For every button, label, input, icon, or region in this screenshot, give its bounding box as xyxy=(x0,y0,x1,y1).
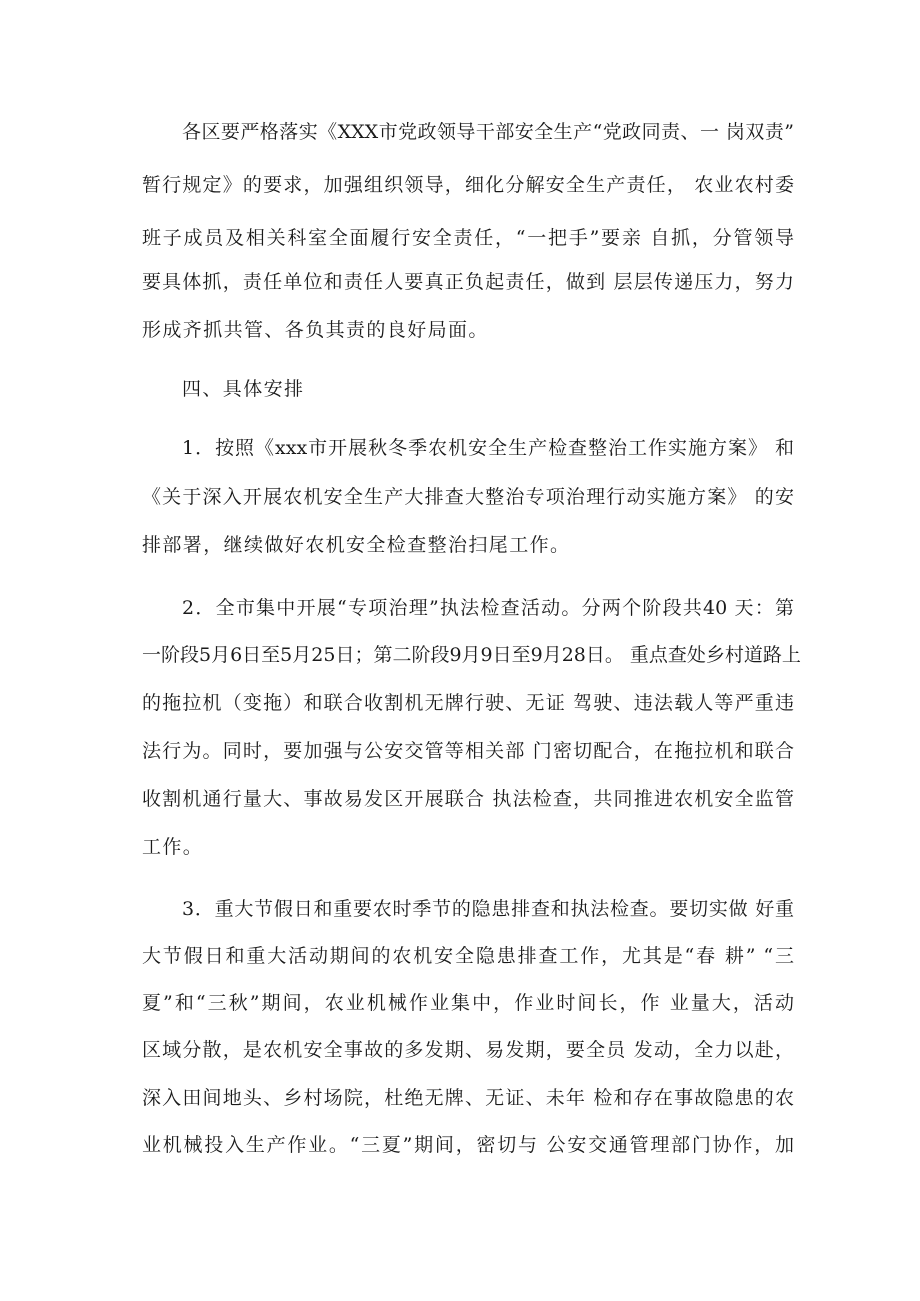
item-3-line-6: 业机械投入生产作业。“三夏”期间，密切与 公安交通管理部门协作，加 xyxy=(142,1134,794,1156)
item-3-line-1: 3．重大节假日和重要农时季节的隐患排查和执法检查。要切实做 好重 xyxy=(182,898,794,920)
paragraph-1-line-4: 要具体抓，责任单位和责任人要真正负起责任，做到 层层传递压力，努力 xyxy=(142,271,794,293)
item-2-line-4: 法行为。同时，要加强与公安交管等相关部 门密切配合，在拖拉机和联合 xyxy=(142,740,794,762)
item-3-line-5: 深入田间地头、乡村场院，杜绝无牌、无证、未年 检和存在事故隐患的农 xyxy=(142,1087,794,1109)
paragraph-1-line-3: 班子成员及相关科室全面履行安全责任，“一把手”要亲 自抓，分管领导 xyxy=(142,227,794,249)
item-3-line-3: 夏”和“三秋”期间，农业机械作业集中，作业时间长，作 业量大，活动 xyxy=(142,992,794,1014)
item-2-line-1: 2．全市集中开展“专项治理”执法检查活动。分两个阶段共40 天：第 xyxy=(182,597,794,619)
item-1-line-1: 1．按照《xxx市开展秋冬季农机安全生产检查整治工作实施方案》 和 xyxy=(182,437,794,459)
item-3-line-2: 大节假日和重大活动期间的农机安全隐患排查工作，尤其是“春 耕” “三 xyxy=(142,945,794,967)
paragraph-1-line-1: 各区要严格落实《XXX市党政领导干部安全生产“党政同责、一 岗双责” xyxy=(182,121,794,143)
paragraph-1-line-5: 形成齐抓共管、各负其责的良好局面。 xyxy=(142,319,489,341)
item-2-line-5: 收割机通行量大、事故易发区开展联合 执法检查，共同推进农机安全监管 xyxy=(142,788,794,810)
paragraph-1-line-2: 暂行规定》的要求，加强组织领导，细化分解安全生产责任， 农业农村委 xyxy=(142,174,794,196)
item-2-line-3: 的拖拉机（变拖）和联合收割机无牌行驶、无证 驾驶、违法载人等严重违 xyxy=(142,692,794,714)
item-1-line-2: 《关于深入开展农机安全生产大排查大整治专项治理行动实施方案》 的安 xyxy=(142,486,794,508)
section-heading-4: 四、具体安排 xyxy=(182,378,305,400)
item-2-line-2: 一阶段5月6日至5月25日；第二阶段9月9日至9月28日。 重点查处乡村道路上 xyxy=(142,644,801,666)
item-3-line-4: 区域分散，是农机安全事故的多发期、易发期，要全员 发动，全力以赴， xyxy=(142,1039,794,1061)
item-1-line-3: 排部署，继续做好农机安全检查整治扫尾工作。 xyxy=(142,534,571,556)
item-2-line-6: 工作。 xyxy=(142,836,204,858)
